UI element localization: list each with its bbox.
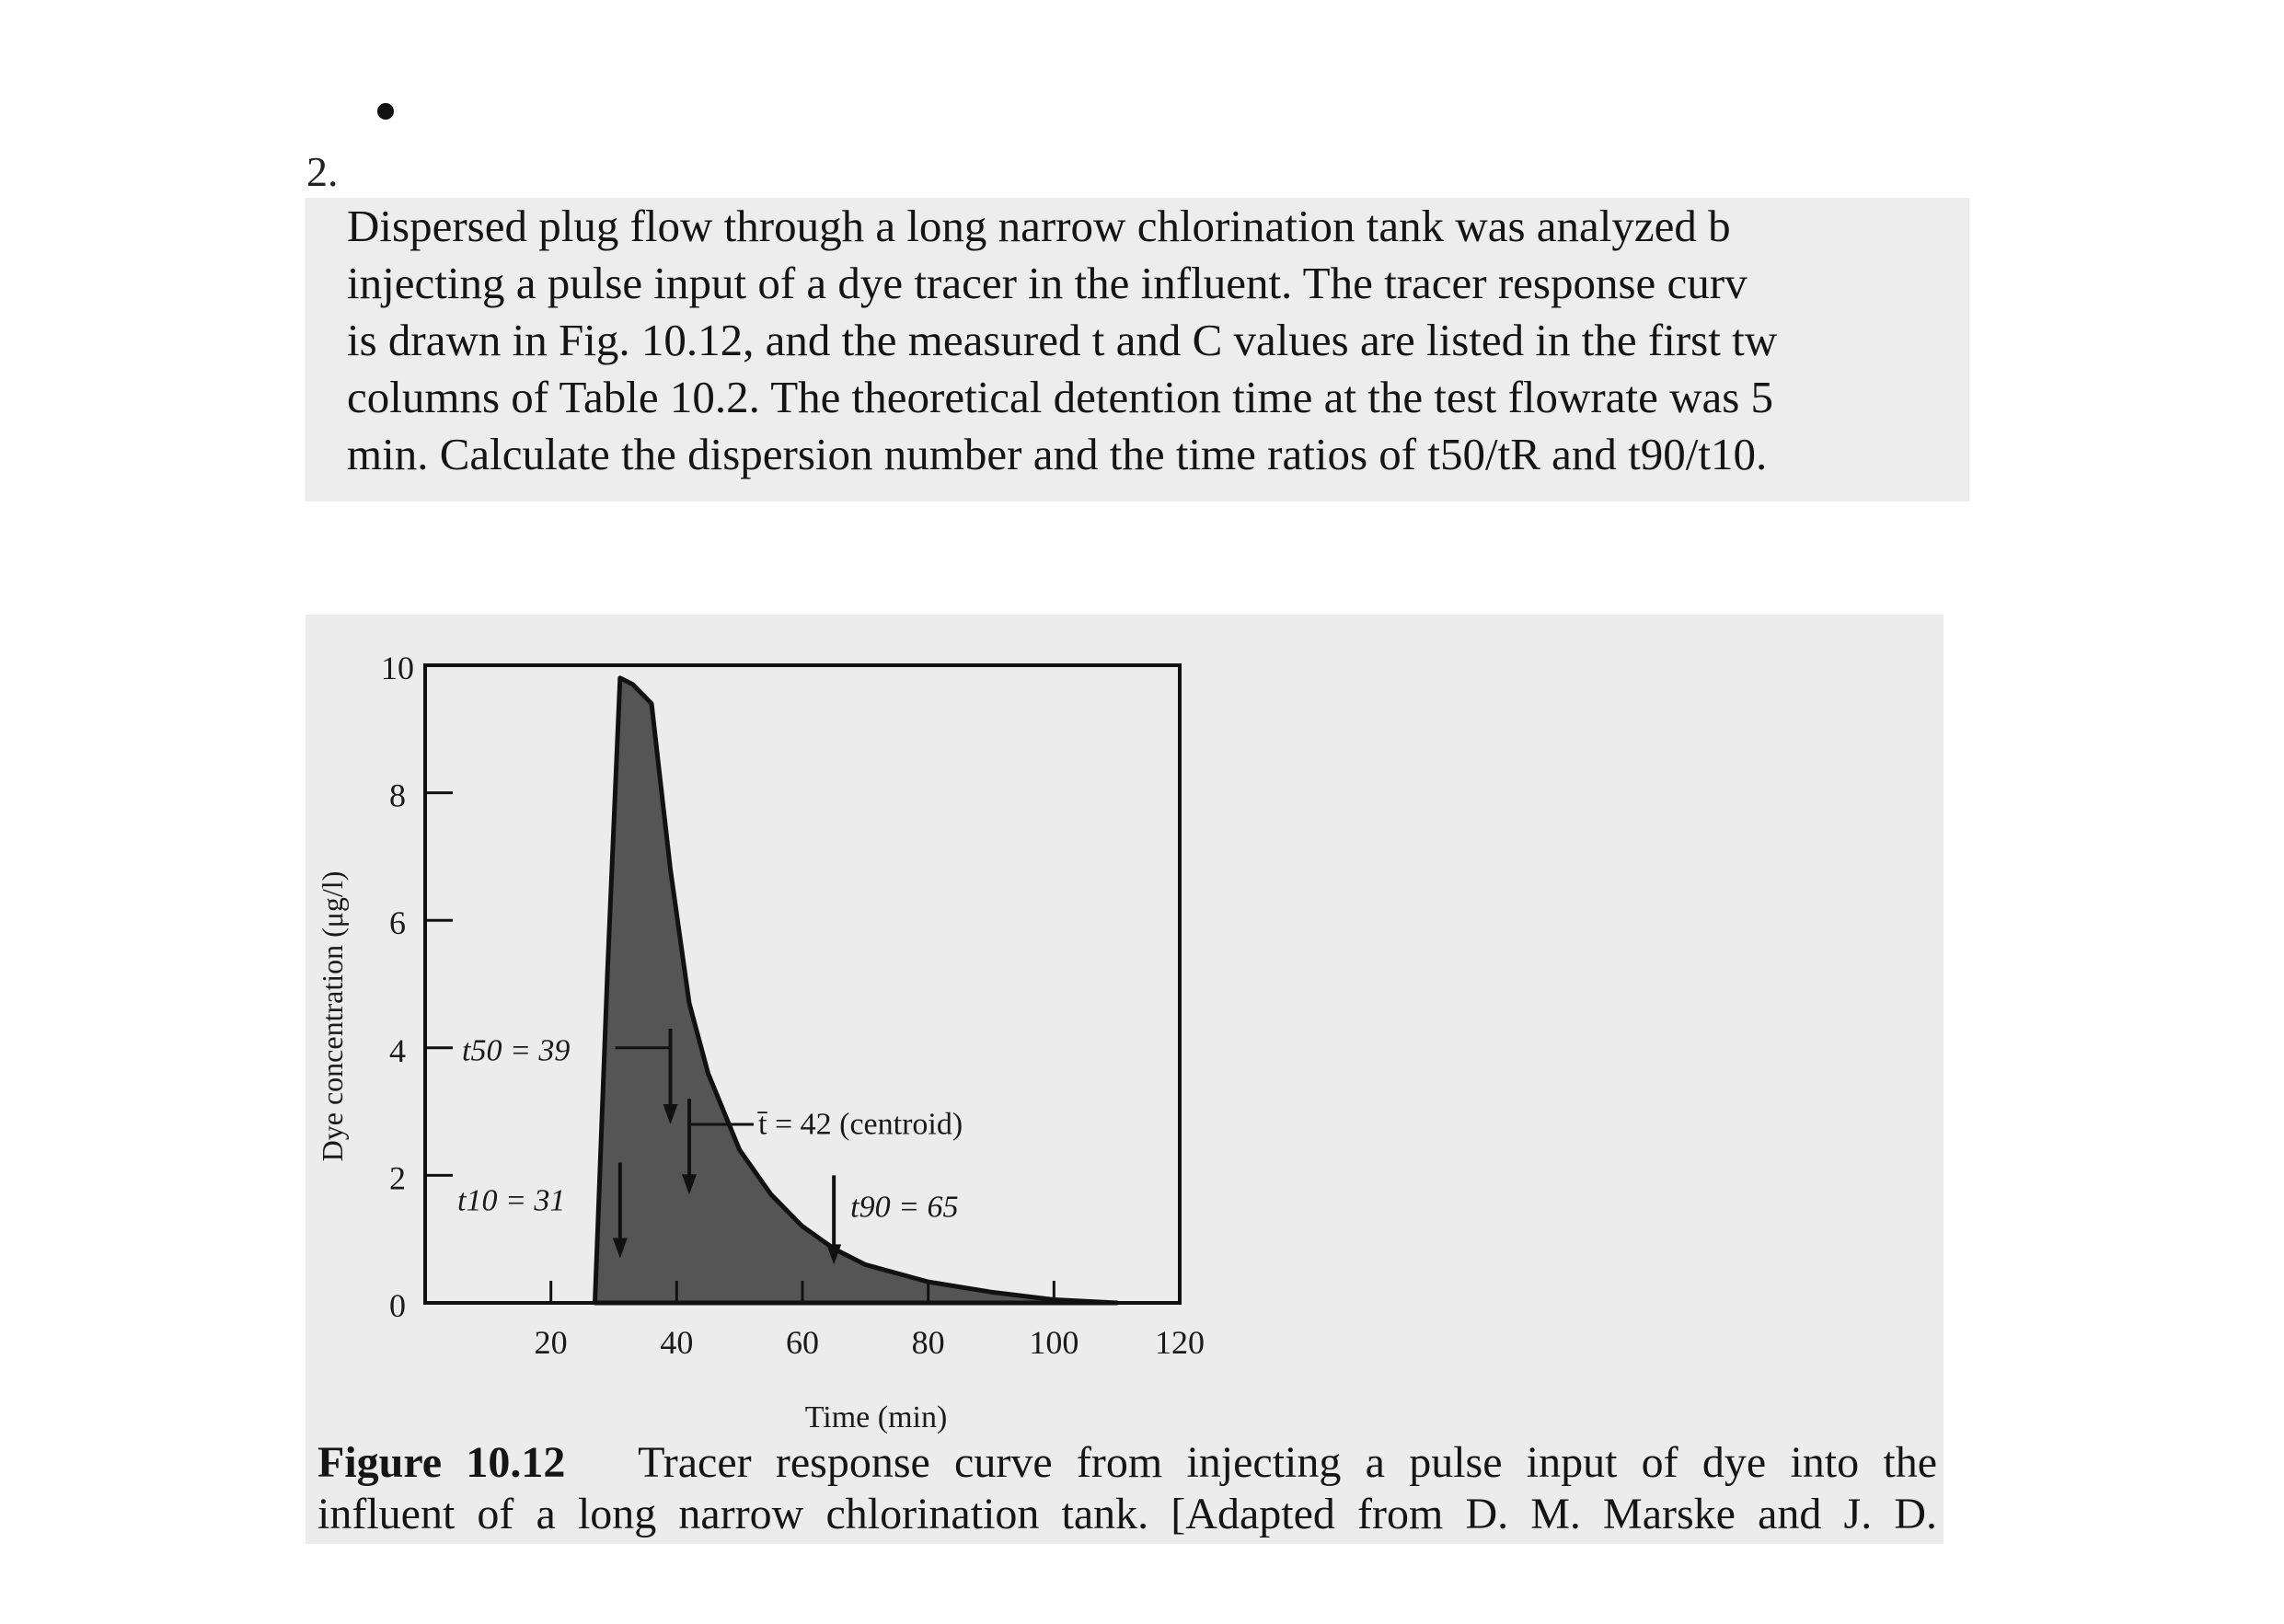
problem-line-2: injecting a pulse input of a dye tracer in the influent. The tracer response curv	[347, 258, 1748, 308]
t50-label: t50 = 39	[462, 1033, 571, 1068]
caption-line-2: influent of a long narrow chlorination tank. [Adapted from D. M. Marske and J. D.	[317, 1490, 1937, 1538]
centroid-label: t̄ = 42 (centroid)	[758, 1107, 963, 1142]
x-tick-label: 20	[534, 1324, 568, 1361]
problem-line-5: min. Calculate the dispersion number and the time ratios of t50/tR and t90/t10.	[347, 429, 1768, 479]
t10-label: t10 = 31	[457, 1183, 566, 1218]
problem-statement	[306, 198, 1969, 501]
caption-line-1: Tracer response curve from injecting a pulse input of dye into the	[638, 1438, 1938, 1487]
y-tick-label: 0	[389, 1287, 406, 1324]
y-tick-label: 8	[389, 777, 406, 814]
t90-label: t90 = 65	[850, 1190, 959, 1225]
problem-line-3: is drawn in Fig. 10.12, and the measured t and C values are listed in the first tw	[347, 315, 1778, 365]
tracer-response-chart	[306, 615, 1944, 1544]
x-axis-label: Time (min)	[804, 1400, 948, 1434]
bullet-dot	[377, 103, 394, 120]
x-tick-label: 100	[1029, 1324, 1079, 1361]
x-tick-label: 60	[786, 1324, 819, 1361]
problem-number: 2.	[306, 148, 339, 195]
y-tick-label: 2	[389, 1159, 406, 1197]
x-tick-label: 40	[660, 1324, 694, 1361]
caption-label: Figure 10.12	[317, 1438, 566, 1487]
figure-caption	[317, 1437, 1937, 1540]
problem-line-4: columns of Table 10.2. The theoretical detention time at the test flowrate was 5	[347, 372, 1774, 422]
figure-panel	[306, 615, 1944, 1544]
x-tick-label: 120	[1155, 1324, 1205, 1361]
y-axis-label: Dye concentration (μg/l)	[316, 870, 349, 1162]
y-tick-label: 4	[389, 1031, 406, 1069]
y-tick-label: 6	[389, 904, 406, 942]
problem-text	[347, 198, 1969, 483]
x-tick-label: 80	[911, 1324, 945, 1361]
problem-line-1: Dispersed plug flow through a long narrow chlorination tank was analyzed b	[347, 201, 1731, 251]
y-tick-label: 10	[381, 650, 414, 686]
